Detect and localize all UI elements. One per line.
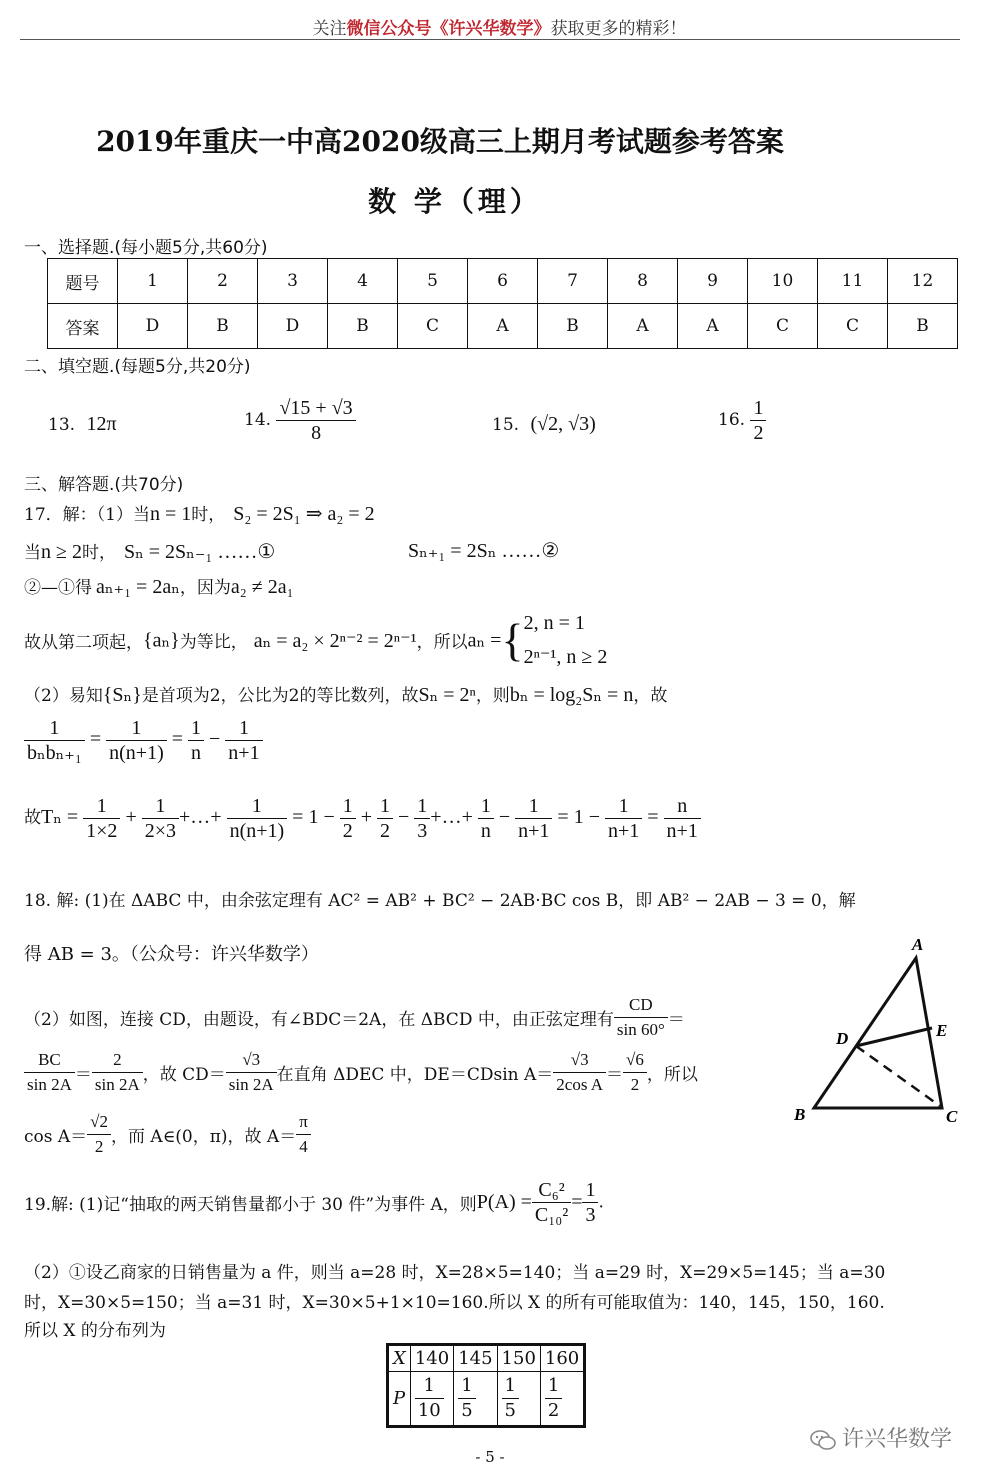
denominator: 2 xyxy=(380,820,391,842)
p17-line7: 故Tₙ = $\frac{1}{1\times 2}$ + $\frac{1}{2\times 3}$ +…+ $\frac{1}{n(n+1)}$ = 1 − $\frac{1}{2}$ + $\frac{1}{2}$ − $\frac{1}{3}$ +…+ $\frac{1}{n}$ − $\frac{1}{n+1}$ = 1 − $\frac{1}{n+1}$ = $\frac{n}{n+1}$ xyxy=(24,794,701,843)
fraction xyxy=(92,1048,143,1097)
answer-table-number-row xyxy=(48,259,958,304)
q13-answer: 12π xyxy=(86,413,117,435)
denominator: sin 2A xyxy=(27,1075,72,1094)
section2-heading: 二、填空题.(每题5分,共20分) xyxy=(24,357,251,377)
fraction xyxy=(415,1374,444,1423)
fill-q14 xyxy=(244,396,356,445)
p17-text: 当 xyxy=(24,543,41,563)
denominator: 2 xyxy=(630,1075,640,1094)
fraction xyxy=(623,1048,647,1097)
fraction xyxy=(605,794,642,843)
fill-q13 xyxy=(48,413,117,436)
p17-line2-eq2: Sₙ₊₁ = 2Sₙ ……② xyxy=(408,540,560,562)
denominator: n+1 xyxy=(518,820,550,842)
numerator: 1 xyxy=(340,794,356,819)
fraction xyxy=(502,1374,519,1423)
fraction xyxy=(545,1374,562,1423)
numerator: 1 xyxy=(225,716,262,741)
answer-cell: C xyxy=(748,304,818,349)
fraction xyxy=(614,993,668,1042)
p19-line4: 所以 X 的分布列为 xyxy=(24,1321,166,1341)
fraction xyxy=(515,794,552,843)
answer-cell: D xyxy=(258,304,328,349)
x-value: 140 xyxy=(410,1345,453,1372)
answer-cell: B xyxy=(888,304,958,349)
numerator: 2 xyxy=(92,1048,143,1073)
numerator: √2 xyxy=(87,1110,111,1135)
numerator: 1 xyxy=(582,1178,598,1203)
q16-numerator: 1 xyxy=(750,396,766,421)
p17-text: 故 xyxy=(24,808,41,829)
fraction xyxy=(582,1178,598,1227)
distribution-p-row xyxy=(388,1372,585,1427)
fraction xyxy=(142,794,179,843)
x-value: 150 xyxy=(497,1345,540,1372)
q14-label: 14. xyxy=(244,410,272,430)
numerator: CD xyxy=(614,993,668,1018)
segment-dc-dashed xyxy=(856,1046,940,1106)
distribution-table xyxy=(386,1343,586,1428)
p18-text: ＝ xyxy=(667,1010,685,1030)
p18-text: cos A＝ xyxy=(24,1127,88,1147)
question-number: 12 xyxy=(888,259,958,304)
p17-math: n = 1 xyxy=(149,503,192,525)
denominator: 5 xyxy=(461,1400,473,1421)
denominator: 4 xyxy=(299,1137,308,1156)
fraction xyxy=(24,1048,75,1097)
p18-text: （2）如图，连接 CD，由题设，有∠BDC＝2A，在 ΔBCD 中，由正弦定理有 xyxy=(24,1010,614,1030)
label-c: C xyxy=(946,1107,958,1126)
question-number: 3 xyxy=(258,259,328,304)
p17-math: = 1 − xyxy=(292,806,335,829)
header-prefix: 关注 xyxy=(312,19,347,39)
fraction xyxy=(340,794,356,843)
p18-line5 xyxy=(24,1110,311,1159)
p17-text: 是首项为2，公比为2的等比数列，故 xyxy=(141,686,419,706)
x-value: 160 xyxy=(540,1345,584,1372)
row-label-number: 题号 xyxy=(48,259,118,304)
denominator: 3 xyxy=(417,820,428,842)
p18-line3 xyxy=(24,993,685,1042)
p17-math: = 1 − xyxy=(557,806,600,829)
denominator: n+1 xyxy=(228,742,260,764)
denominator: n xyxy=(480,820,491,842)
fraction xyxy=(664,794,701,843)
answer-cell: A xyxy=(608,304,678,349)
denominator: 2 xyxy=(94,1137,104,1156)
x-value: 145 xyxy=(454,1345,497,1372)
denominator: sin 2A xyxy=(94,1075,140,1094)
q15-answer: (√2, √3) xyxy=(530,413,596,435)
numerator: 1 xyxy=(24,716,85,741)
q15-label: 15. xyxy=(492,415,520,435)
p18-text: 在直角 ΔDEC 中，DE＝CDsin A＝ xyxy=(276,1065,554,1085)
numerator: 1 xyxy=(545,1374,562,1399)
triangle-abc xyxy=(814,958,942,1108)
q16-fraction xyxy=(750,396,766,445)
p17-line2 xyxy=(24,538,275,564)
p17-text: 时， xyxy=(191,505,226,525)
numerator: C₆² xyxy=(532,1178,571,1203)
q14-numerator: √15 + √3 xyxy=(276,396,355,421)
q14-denominator: 8 xyxy=(311,422,322,444)
p17-text: 17．解：（1）当 xyxy=(24,505,150,525)
p-value xyxy=(497,1372,540,1427)
p17-math: {Sₙ} xyxy=(102,684,142,706)
p17-line4 xyxy=(24,606,607,674)
denominator: n(n+1) xyxy=(109,742,164,764)
denominator: 3 xyxy=(585,1204,596,1226)
numerator: 1 xyxy=(142,794,179,819)
denominator: n(n+1) xyxy=(229,820,285,842)
p-value xyxy=(540,1372,584,1427)
answer-cell: B xyxy=(188,304,258,349)
p17-text: ，因为 xyxy=(179,578,231,598)
p17-math: n ≥ 2 xyxy=(41,541,82,563)
label-b: B xyxy=(794,1105,806,1124)
p17-math: S₂ = 2S₁ ⇒ a₂ = 2 xyxy=(233,503,375,525)
header-suffix: 获取更多的精彩！ xyxy=(550,19,687,39)
p17-math: Sₙ = 2ⁿ xyxy=(418,684,476,706)
fraction xyxy=(414,794,430,843)
answer-cell: B xyxy=(328,304,398,349)
p17-text: 时， xyxy=(81,543,116,563)
p17-math: bₙ = log₂Sₙ = n xyxy=(509,684,634,706)
answer-cell: C xyxy=(818,304,888,349)
answer-cell: A xyxy=(678,304,748,349)
denominator: n+1 xyxy=(666,820,698,842)
question-number: 4 xyxy=(328,259,398,304)
fill-q16 xyxy=(718,396,766,445)
p17-line3 xyxy=(24,573,294,599)
fraction xyxy=(225,716,262,765)
numerator: 1 xyxy=(502,1374,519,1399)
watermark-text: 许兴华数学 xyxy=(842,1427,953,1452)
fraction xyxy=(83,794,120,843)
p18-line4: $\frac{BC}{\sin 2A}$ ＝ $\frac{2}{\sin 2A}$ ，故 CD＝ $\frac{√3}{\sin 2A}$ 在直角 ΔDEC 中，DE＝CDsin A＝ $\frac{√3}{\text{2cos A}}$ ＝ $\frac{√6}{2}$ ，所以 xyxy=(24,1048,698,1097)
numerator: 1 xyxy=(478,794,494,819)
p17-math: aₙ₊₁ = 2aₙ xyxy=(96,576,180,598)
fraction xyxy=(296,1110,311,1159)
answer-cell: A xyxy=(468,304,538,349)
ellipsis: +…+ xyxy=(179,806,222,829)
fraction xyxy=(227,794,288,843)
denominator: 2 xyxy=(342,820,353,842)
p17-math: aₙ = a₂ × 2ⁿ⁻² = 2ⁿ⁻¹ xyxy=(253,629,417,652)
numerator: 1 xyxy=(458,1374,475,1399)
denominator: 5 xyxy=(504,1400,516,1421)
answer-cell: D xyxy=(118,304,188,349)
p17-text: （2）易知 xyxy=(24,686,103,706)
p17-text: ②—①得 xyxy=(24,578,92,598)
p17-case: 2, n = 1 xyxy=(523,612,585,634)
numerator: 1 xyxy=(227,794,288,819)
p17-text: ，则 xyxy=(475,686,510,706)
fraction xyxy=(226,1048,277,1097)
page-title: 2019年重庆一中高2020级高三上期月考试题参考答案 xyxy=(96,125,784,158)
p17-text: 为等比， xyxy=(179,632,248,653)
p-value xyxy=(410,1372,453,1427)
question-number: 7 xyxy=(538,259,608,304)
fraction xyxy=(87,1110,111,1159)
fraction xyxy=(24,716,85,765)
denominator: 2 xyxy=(547,1400,560,1421)
question-number: 5 xyxy=(398,259,468,304)
question-number: 6 xyxy=(468,259,538,304)
row-label-answer: 答案 xyxy=(48,304,118,349)
numerator: 1 xyxy=(188,716,204,741)
denominator: 1×2 xyxy=(86,820,118,842)
question-number: 11 xyxy=(818,259,888,304)
p17-math: Sₙ = 2Sₙ₋₁ ……① xyxy=(123,541,276,563)
question-number: 1 xyxy=(118,259,188,304)
q16-label: 16. xyxy=(718,410,746,430)
fraction xyxy=(532,1178,571,1227)
p19-line2: （2）①设乙商家的日销售量为 a 件，则当 a=28 时，X=28×5=140；当 a=29 时，X=29×5=145；当 a=30 xyxy=(24,1263,886,1283)
question-number: 2 xyxy=(188,259,258,304)
p17-line1 xyxy=(24,500,375,526)
numerator: √3 xyxy=(553,1048,606,1073)
p18-text: ，故 CD＝ xyxy=(142,1065,226,1085)
denominator: 10 xyxy=(417,1400,441,1421)
numerator: 1 xyxy=(377,794,393,819)
p19-math: P(A) = xyxy=(476,1191,532,1213)
denominator: bₙbₙ₊₁ xyxy=(27,742,82,764)
numerator: π xyxy=(296,1110,311,1135)
question-number: 8 xyxy=(608,259,678,304)
answer-table-answer-row xyxy=(48,304,958,349)
p17-math: {aₙ} xyxy=(143,629,180,652)
denominator: 2cos A xyxy=(556,1075,604,1094)
numerator: n xyxy=(664,794,701,819)
label-e: E xyxy=(936,1021,948,1040)
label-a: A xyxy=(912,935,924,954)
distribution-x-row xyxy=(388,1345,585,1372)
denominator: n xyxy=(191,742,202,764)
q16-denominator: 2 xyxy=(753,422,764,444)
p17-math: a₂ ≠ 2a₁ xyxy=(230,576,294,598)
denominator: sin 2A xyxy=(228,1075,274,1094)
page-number: - 5 - xyxy=(475,1448,505,1466)
p18-line2: 得 AB = 3。（公众号：许兴华数学） xyxy=(24,944,319,965)
denominator: C₁₀² xyxy=(534,1204,569,1226)
answer-table xyxy=(47,258,958,349)
p18-text: ，而 A∈(0，π)，故 A＝ xyxy=(111,1127,297,1147)
p17-line6: $\frac{1}{\text{bₙbₙ₊₁}}$ = $\frac{1}{n(n+1)}$ = $\frac{1}{n}$ − $\frac{1}{n+1}$ xyxy=(24,716,263,765)
x-label: X xyxy=(388,1345,411,1372)
brace-icon: { xyxy=(501,614,524,666)
p18-text: ，所以 xyxy=(646,1065,698,1085)
fill-q15 xyxy=(492,413,596,436)
p19-text: 19.解: (1)记“抽取的两天销售量都小于 30 件”为事件 A，则 xyxy=(24,1195,477,1215)
p-label: P xyxy=(388,1372,411,1427)
numerator: √3 xyxy=(226,1048,277,1073)
denominator: sin 60° xyxy=(616,1020,665,1039)
p17-case: 2ⁿ⁻¹, n ≥ 2 xyxy=(523,646,608,668)
denominator: n+1 xyxy=(607,820,640,842)
page-header xyxy=(0,14,999,39)
p17-math: Tₙ = xyxy=(41,806,79,829)
numerator: 1 xyxy=(415,1374,444,1399)
p17-line5 xyxy=(24,681,667,707)
fraction xyxy=(377,794,393,843)
p17-math: aₙ = xyxy=(467,629,502,652)
numerator: 1 xyxy=(605,794,642,819)
numerator: 1 xyxy=(414,794,430,819)
fraction xyxy=(458,1374,475,1423)
section3-heading: 三、解答题.(共70分) xyxy=(24,475,184,495)
question-number: 9 xyxy=(678,259,748,304)
q13-label: 13. xyxy=(48,415,76,435)
p17-text: ，故 xyxy=(633,686,668,706)
header-divider xyxy=(20,39,960,40)
numerator: 1 xyxy=(83,794,120,819)
section1-heading: 一、选择题.(每小题5分,共60分) xyxy=(24,238,268,258)
header-highlight: 微信公众号《许兴华数学》 xyxy=(346,19,551,39)
ellipsis: +…+ xyxy=(430,806,473,829)
q14-fraction xyxy=(276,396,355,445)
p19-line3: 时，X=30×5=150；当 a=31 时，X=30×5+1×10=160.所以 X 的所有可能取值为：140，145，150，160. xyxy=(24,1293,885,1313)
answer-cell: B xyxy=(538,304,608,349)
numerator: 1 xyxy=(515,794,552,819)
p17-text: 故从第二项起， xyxy=(24,632,143,653)
triangle-figure xyxy=(790,930,970,1130)
p19-line1: 19.解: (1)记“抽取的两天销售量都小于 30 件”为事件 A，则P(A) = $\frac{\text{C₆²}}{\text{C₁₀²}}$ = $\frac{1}{3}$ . xyxy=(24,1179,604,1226)
page-subtitle: 数 学（理） xyxy=(368,185,542,218)
answer-cell: C xyxy=(398,304,468,349)
p17-cases xyxy=(524,606,608,674)
fraction xyxy=(188,716,204,765)
p17-text: ，所以 xyxy=(416,632,468,653)
question-number: 10 xyxy=(748,259,818,304)
denominator: 2×3 xyxy=(144,820,176,842)
fraction xyxy=(478,794,494,843)
fraction xyxy=(553,1048,606,1097)
p-value xyxy=(454,1372,497,1427)
label-d: D xyxy=(836,1029,849,1048)
numerator: BC xyxy=(24,1048,75,1073)
fraction xyxy=(106,716,167,765)
p18-line1: 18. 解: (1)在 ΔABC 中，由余弦定理有 AC² = AB² + BC² − 2AB·BC cos B，即 AB² − 2AB − 3 = 0，解 xyxy=(24,891,856,911)
numerator: √6 xyxy=(623,1048,647,1073)
numerator: 1 xyxy=(106,716,167,741)
